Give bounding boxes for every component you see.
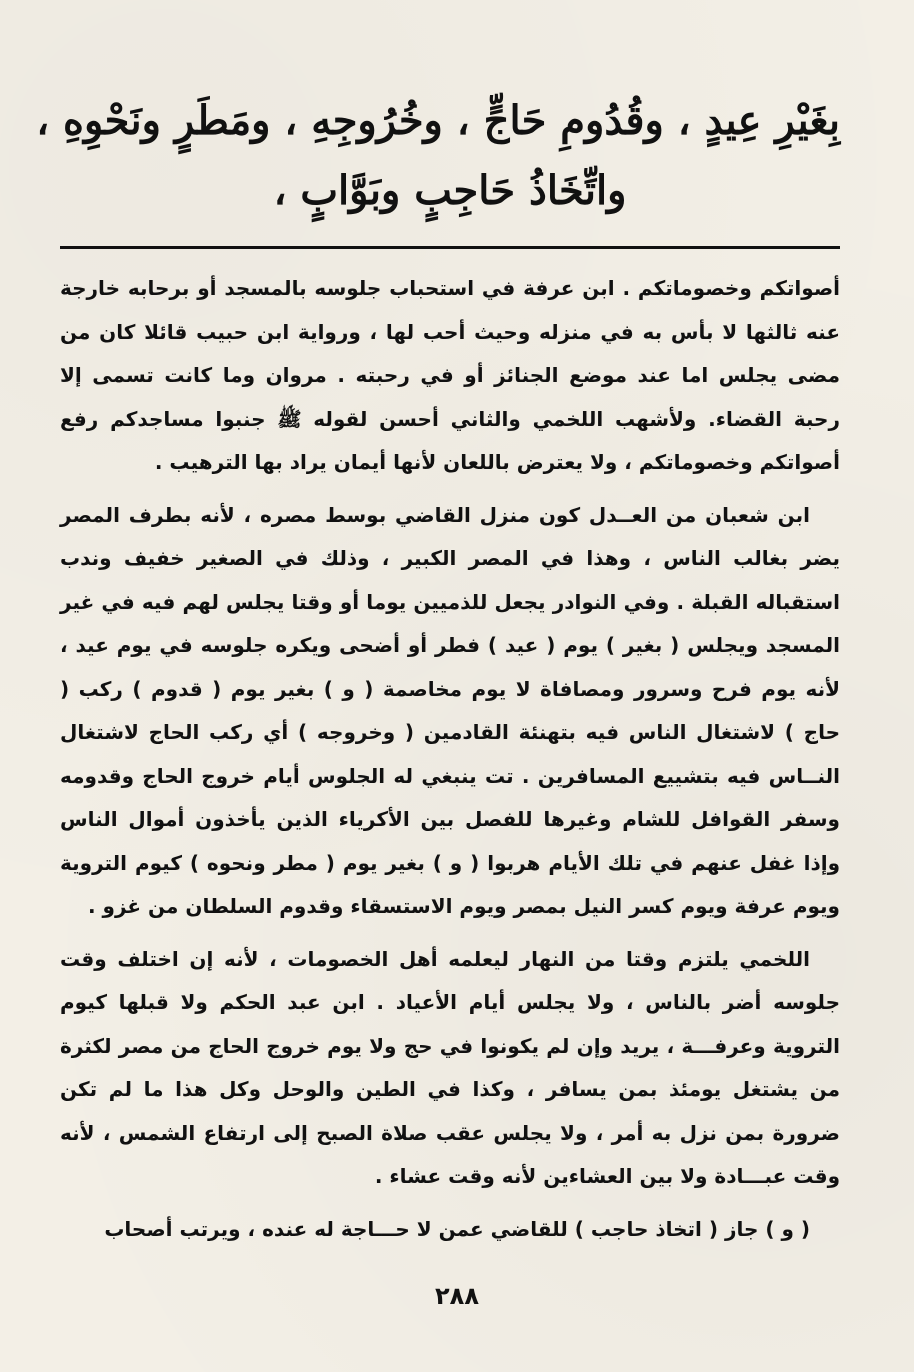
header-line-2: واتِّخَاذُ حَاجِبٍ وبَوَّابٍ ، [273, 167, 627, 214]
page-header [36, 0, 840, 226]
header-divider [60, 246, 840, 249]
paragraph-3: اللخمي يلتزم وقتا من النهار ليعلمه أهل الخصومات ، لأنه إن اختلف وقت جلوسه أضر بالناس ، ولا يجلس أيام الأعياد . ابن عبد الحكم ولا قبلها كيوم التروية وعرفـــة ، يريد وإن لم يكونوا في حج ولا يوم خروج الحاج من مصر لكثرة من يشتغل يومئذ بمن يسافر ، وكذا في الطين والوحل وكل هذا ما لم تكن ضرورة بمن نزل به أمر ، ولا يجلس عقب صلاة الصبح إلى ارتفاع الشمس ، لأنه وقت عبـــادة ولا بين العشاءين لأنه وقت عشاء . [60, 946, 840, 1188]
paragraph-2: ابن شعبان من العــدل كون منزل القاضي بوسط مصره ، لأنه بطرف المصر يضر بغالب الناس ، وهذا في المصر الكبير ، وذلك في الصغير خفيف وندب استقباله القبلة . وفي النوادر يجعل للذميين يوما أو وقتا يجلس لهم فيه في غير المسجد ويجلس ( بغير ) يوم ( عيد ) فطر أو أضحى ويكره جلوسه في يوم عيد ، لأنه يوم فرح وسرور ومصافاة لا يوم مخاصمة ( و ) بغير يوم ( قدوم ) ركب ( حاج ) لاشتغال الناس فيه بتهنئة القادمين ( وخروجه ) أي ركب الحاج لاشتغال النــاس فيه بتشييع المسافرين . تت ينبغي له الجلوس أيام خروج الحاج وقدومه وسفر القوافل للشام وغيرها للفصل بين الأكرياء الذين يأخذون أموال الناس وإذا غفل عنهم في تلك الأيام هربوا ( و ) بغير يوم ( مطر ونحوه ) كيوم التروية ويوم عرفة ويوم كسر النيل بمصر ويوم الاستسقاء وقدوم السلطان من غزو . [60, 502, 840, 918]
header-line-1: بِغَيْرِ عِيدٍ ، وقُدُومِ حَاجٍّ ، وخُرُوجِهِ ، ومَطَرٍ ونَحْوِهِ ، [36, 97, 840, 144]
paragraph-4: ( و ) جاز ( اتخاذ حاجب ) للقاضي عمن لا حـــاجة له عنده ، ويرتب أصحاب [104, 1216, 810, 1241]
body-text [60, 267, 840, 1251]
paragraph-1: أصواتكم وخصوماتكم . ابن عرفة في استحباب جلوسه بالمسجد أو برحابه خارجة عنه ثالثها لا بأس به في منزله وحيث أحب لها ، ورواية ابن حبيب قائلا كان من مضى يجلس اما عند موضع الجنائز أو في رحبته . مروان وما كانت تسمى إلا رحبة القضاء. ولأشهب اللخمي والثاني أحسن لقوله ﷺ جنبوا مساجدكم رفع أصواتكم وخصوماتكم ، ولا يعترض باللعان لأنها أيمان يراد بها الترهيب . [60, 276, 840, 474]
page-number: ٢٨٨ [435, 1282, 479, 1310]
